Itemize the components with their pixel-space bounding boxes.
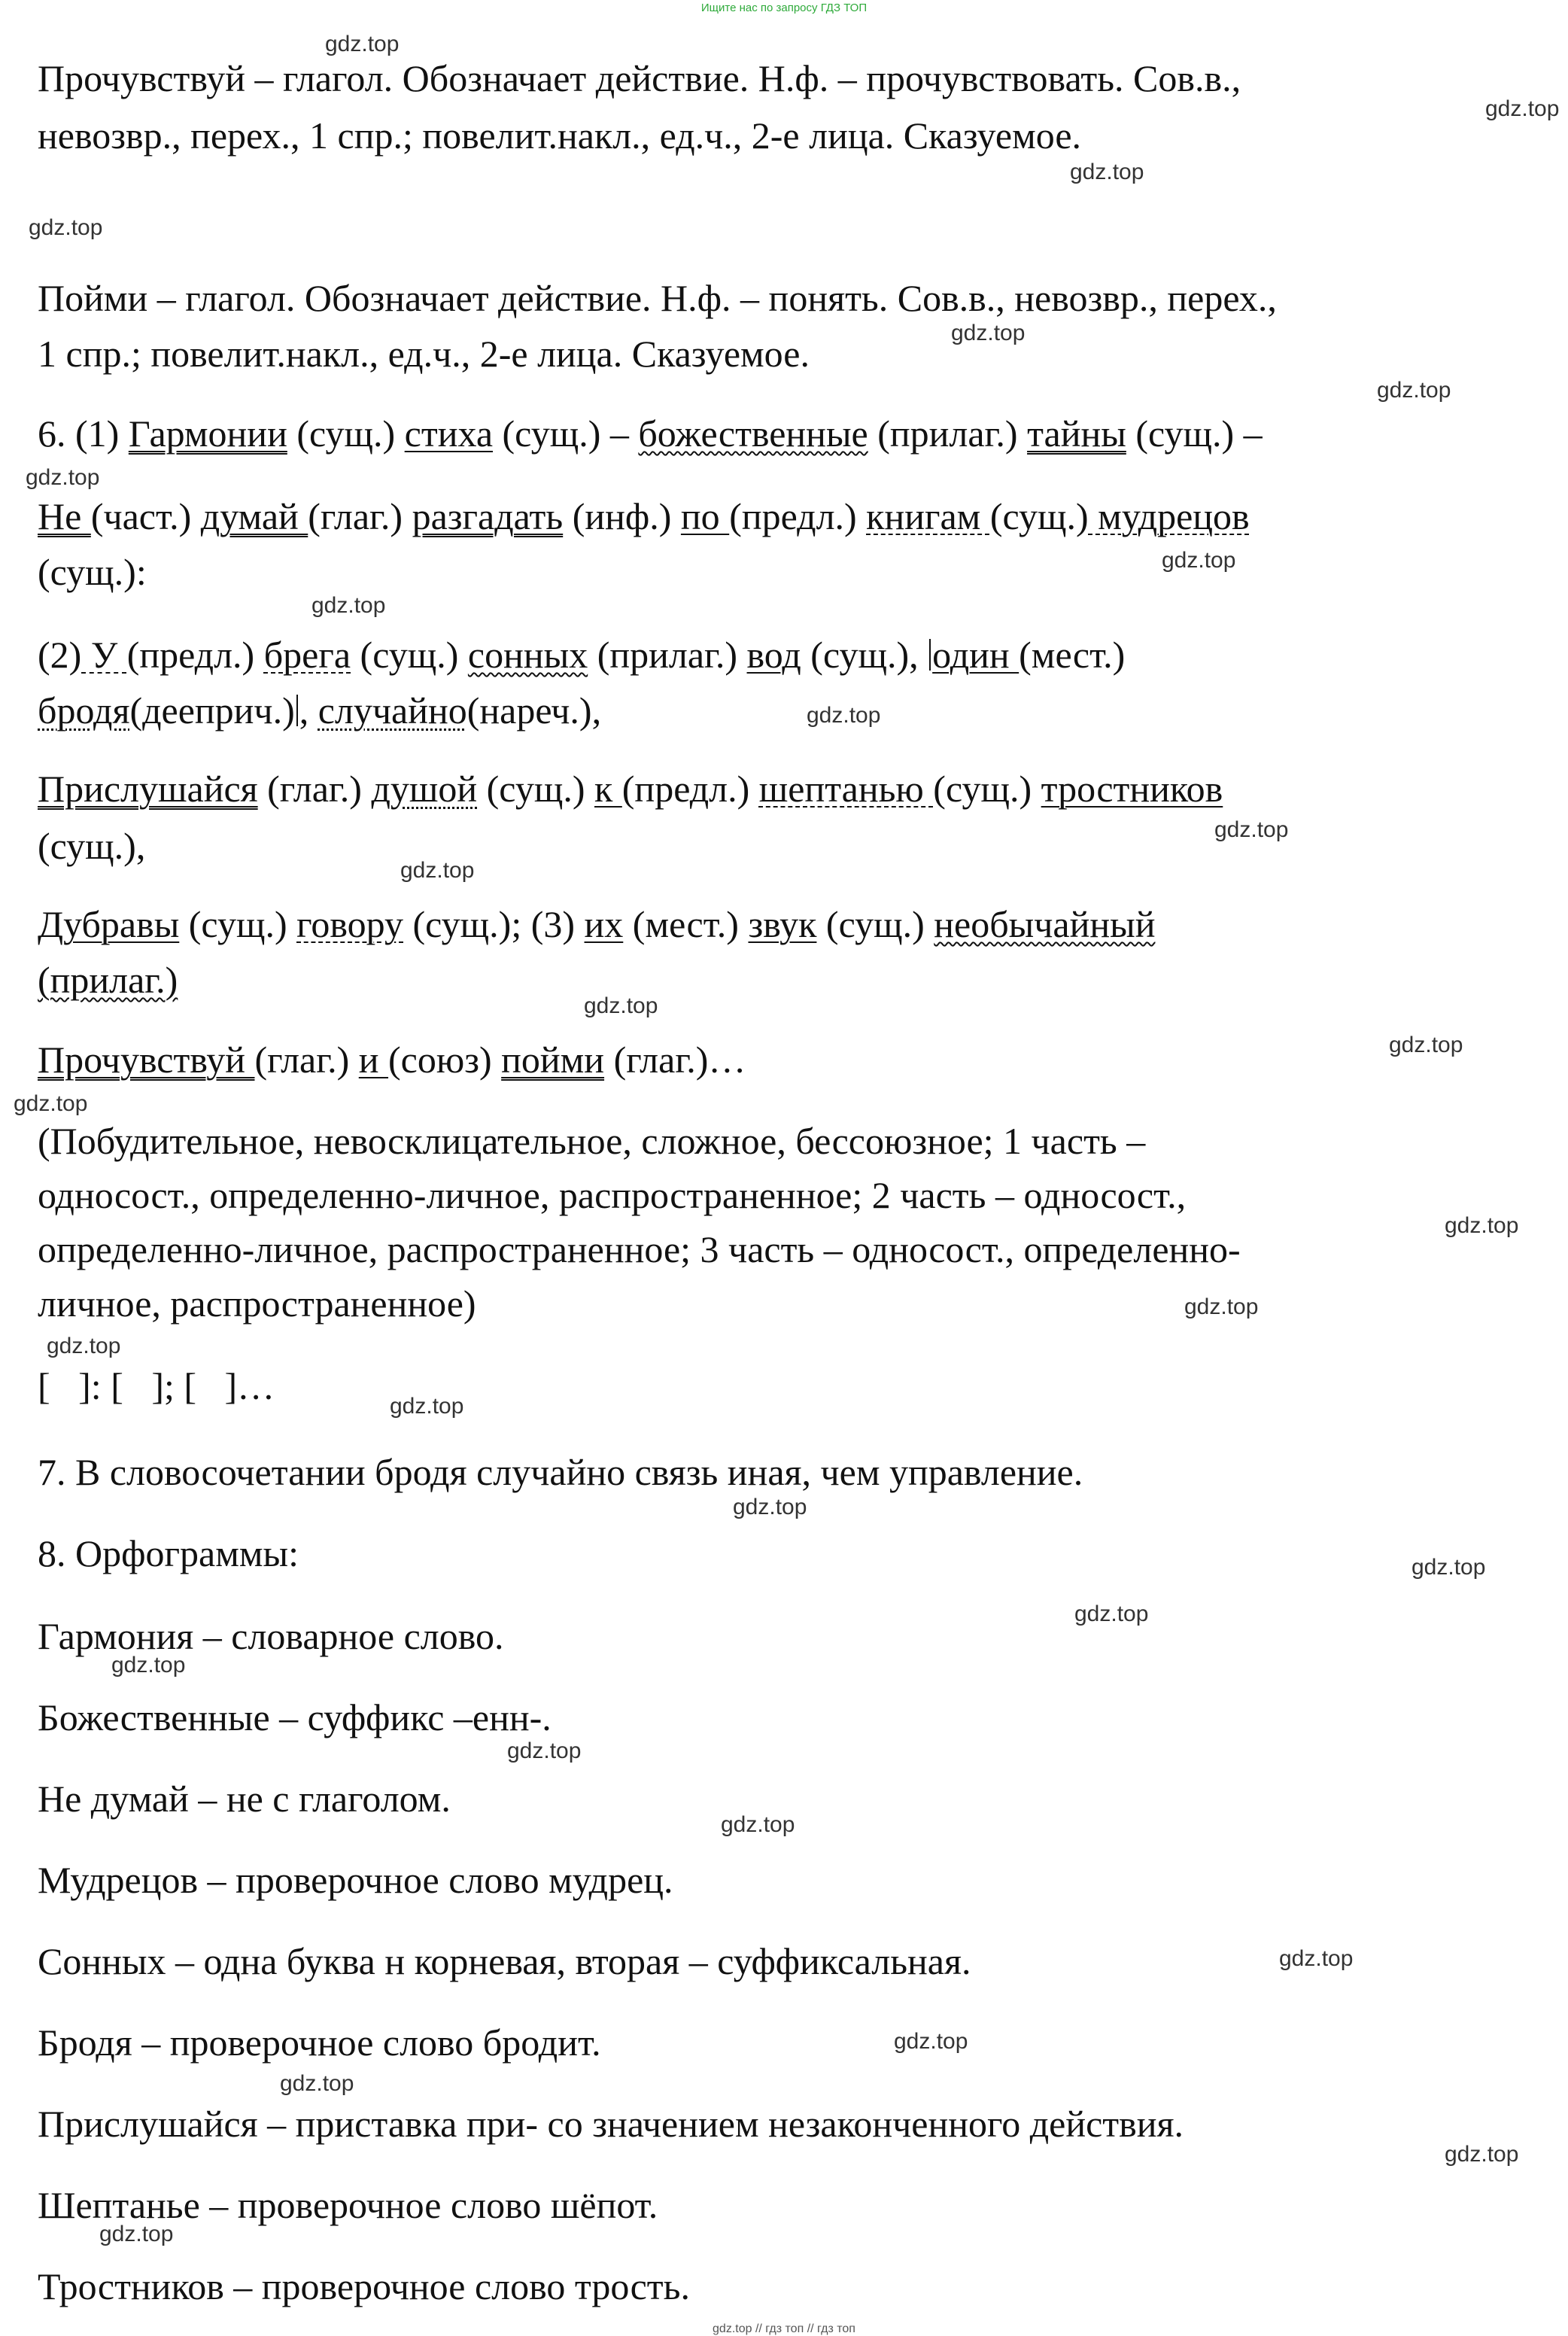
list-item: Тростников – проверочное слово трость. <box>38 2265 690 2307</box>
analysis-line-1: 6. (1) Гармонии (сущ.) стиха (сущ.) – божественные (прилаг.) тайны (сущ.) – <box>38 412 1263 455</box>
header-promo: Ищите нас по запросу ГДЗ ТОП <box>700 2 868 14</box>
watermark: gdz.top <box>29 215 103 240</box>
watermark: gdz.top <box>14 1091 88 1116</box>
text-line: (сущ.), <box>38 825 146 867</box>
watermark: gdz.top <box>1389 1033 1463 1057</box>
text-line: невозвр., перех., 1 спр.; повелит.накл., ед.ч., 2-е лица. Сказуемое. <box>38 114 1082 157</box>
watermark: gdz.top <box>507 1738 582 1763</box>
watermark: gdz.top <box>721 1812 795 1837</box>
watermark: gdz.top <box>1412 1555 1486 1580</box>
list-item: Не думай – не с глаголом. <box>38 1778 451 1820</box>
footer-text: gdz.top // гдз топ // гдз топ <box>713 2322 855 2335</box>
list-item: Гармония – словарное слово. <box>38 1615 504 1657</box>
text-line: определенно-личное, распространенное; 3 часть – односост., определенно- <box>38 1228 1241 1270</box>
list-item: Мудрецов – проверочное слово мудрец. <box>38 1859 673 1901</box>
analysis-line-5: Дубравы (сущ.) говору (сущ.); (3) их (мест.) звук (сущ.) необычайный <box>38 903 1156 945</box>
list-item: Бродя – проверочное слово бродит. <box>38 2021 601 2064</box>
analysis-line-2: Не (част.) думай (глаг.) разгадать (инф.) по (предл.) книгам (сущ.) мудрецов <box>38 495 1250 537</box>
text-line: односост., определенно-личное, распространенное; 2 часть – односост., <box>38 1174 1187 1216</box>
watermark: gdz.top <box>1184 1294 1259 1319</box>
analysis-line-5b: (прилаг.) <box>38 959 178 1001</box>
watermark: gdz.top <box>99 2222 174 2246</box>
watermark: gdz.top <box>1074 1601 1149 1626</box>
watermark: gdz.top <box>733 1495 807 1519</box>
text-line: 7. В словосочетании бродя случайно связь иная, чем управление. <box>38 1451 1083 1493</box>
watermark: gdz.top <box>1445 1213 1519 1238</box>
list-item: Шептанье – проверочное слово шёпот. <box>38 2184 658 2226</box>
analysis-line-3: (2) У (предл.) брега (сущ.) сонных (прилаг.) вод (сущ.), один (мест.) <box>38 634 1126 676</box>
text-line: (Побудительное, невосклицательное, сложное, бессоюзное; 1 часть – <box>38 1120 1146 1162</box>
watermark: gdz.top <box>894 2029 968 2054</box>
watermark: gdz.top <box>325 32 400 56</box>
analysis-line-4: Прислушайся (глаг.) душой (сущ.) к (предл.) шептанью (сущ.) тростников <box>38 768 1223 810</box>
watermark: gdz.top <box>584 993 658 1018</box>
watermark: gdz.top <box>280 2071 354 2096</box>
list-item: Сонных – одна буква н корневая, вторая – суффиксальная. <box>38 1940 971 1982</box>
text-line: Пойми – глагол. Обозначает действие. Н.ф. – понять. Сов.в., невозвр., перех., <box>38 277 1277 319</box>
watermark: gdz.top <box>111 1653 186 1677</box>
watermark: gdz.top <box>47 1334 121 1358</box>
watermark: gdz.top <box>390 1394 464 1419</box>
text-line: 1 спр.; повелит.накл., ед.ч., 2-е лица. Сказуемое. <box>38 333 810 375</box>
watermark: gdz.top <box>1070 160 1144 184</box>
watermark: gdz.top <box>1445 2142 1519 2167</box>
watermark: gdz.top <box>951 321 1026 345</box>
text-line: (сущ.): <box>38 551 147 593</box>
watermark: gdz.top <box>26 465 100 490</box>
text-line: личное, распространенное) <box>38 1282 476 1325</box>
watermark: gdz.top <box>807 703 881 728</box>
analysis-line-3b: бродя(дееприч.) , случайно(нареч.), <box>38 689 602 732</box>
list-item: Прислушайся – приставка при- со значением незаконченного действия. <box>38 2103 1184 2145</box>
analysis-line-6: Прочувствуй (глаг.) и (союз) пойми (глаг.)… <box>38 1039 746 1081</box>
sentence-scheme: [ ]: [ ]; [ ]… <box>38 1365 275 1407</box>
watermark: gdz.top <box>1162 548 1236 573</box>
watermark: gdz.top <box>311 593 386 618</box>
text-line: Прочувствуй – глагол. Обозначает действие. Н.ф. – прочувствовать. Сов.в., <box>38 57 1241 99</box>
watermark: gdz.top <box>1214 817 1289 842</box>
watermark: gdz.top <box>1279 1946 1354 1971</box>
list-item: Божественные – суффикс –енн-. <box>38 1696 552 1738</box>
watermark: gdz.top <box>400 858 475 883</box>
section-heading: 8. Орфограммы: <box>38 1532 299 1574</box>
watermark: gdz.top <box>1485 96 1560 121</box>
watermark: gdz.top <box>1377 378 1451 403</box>
